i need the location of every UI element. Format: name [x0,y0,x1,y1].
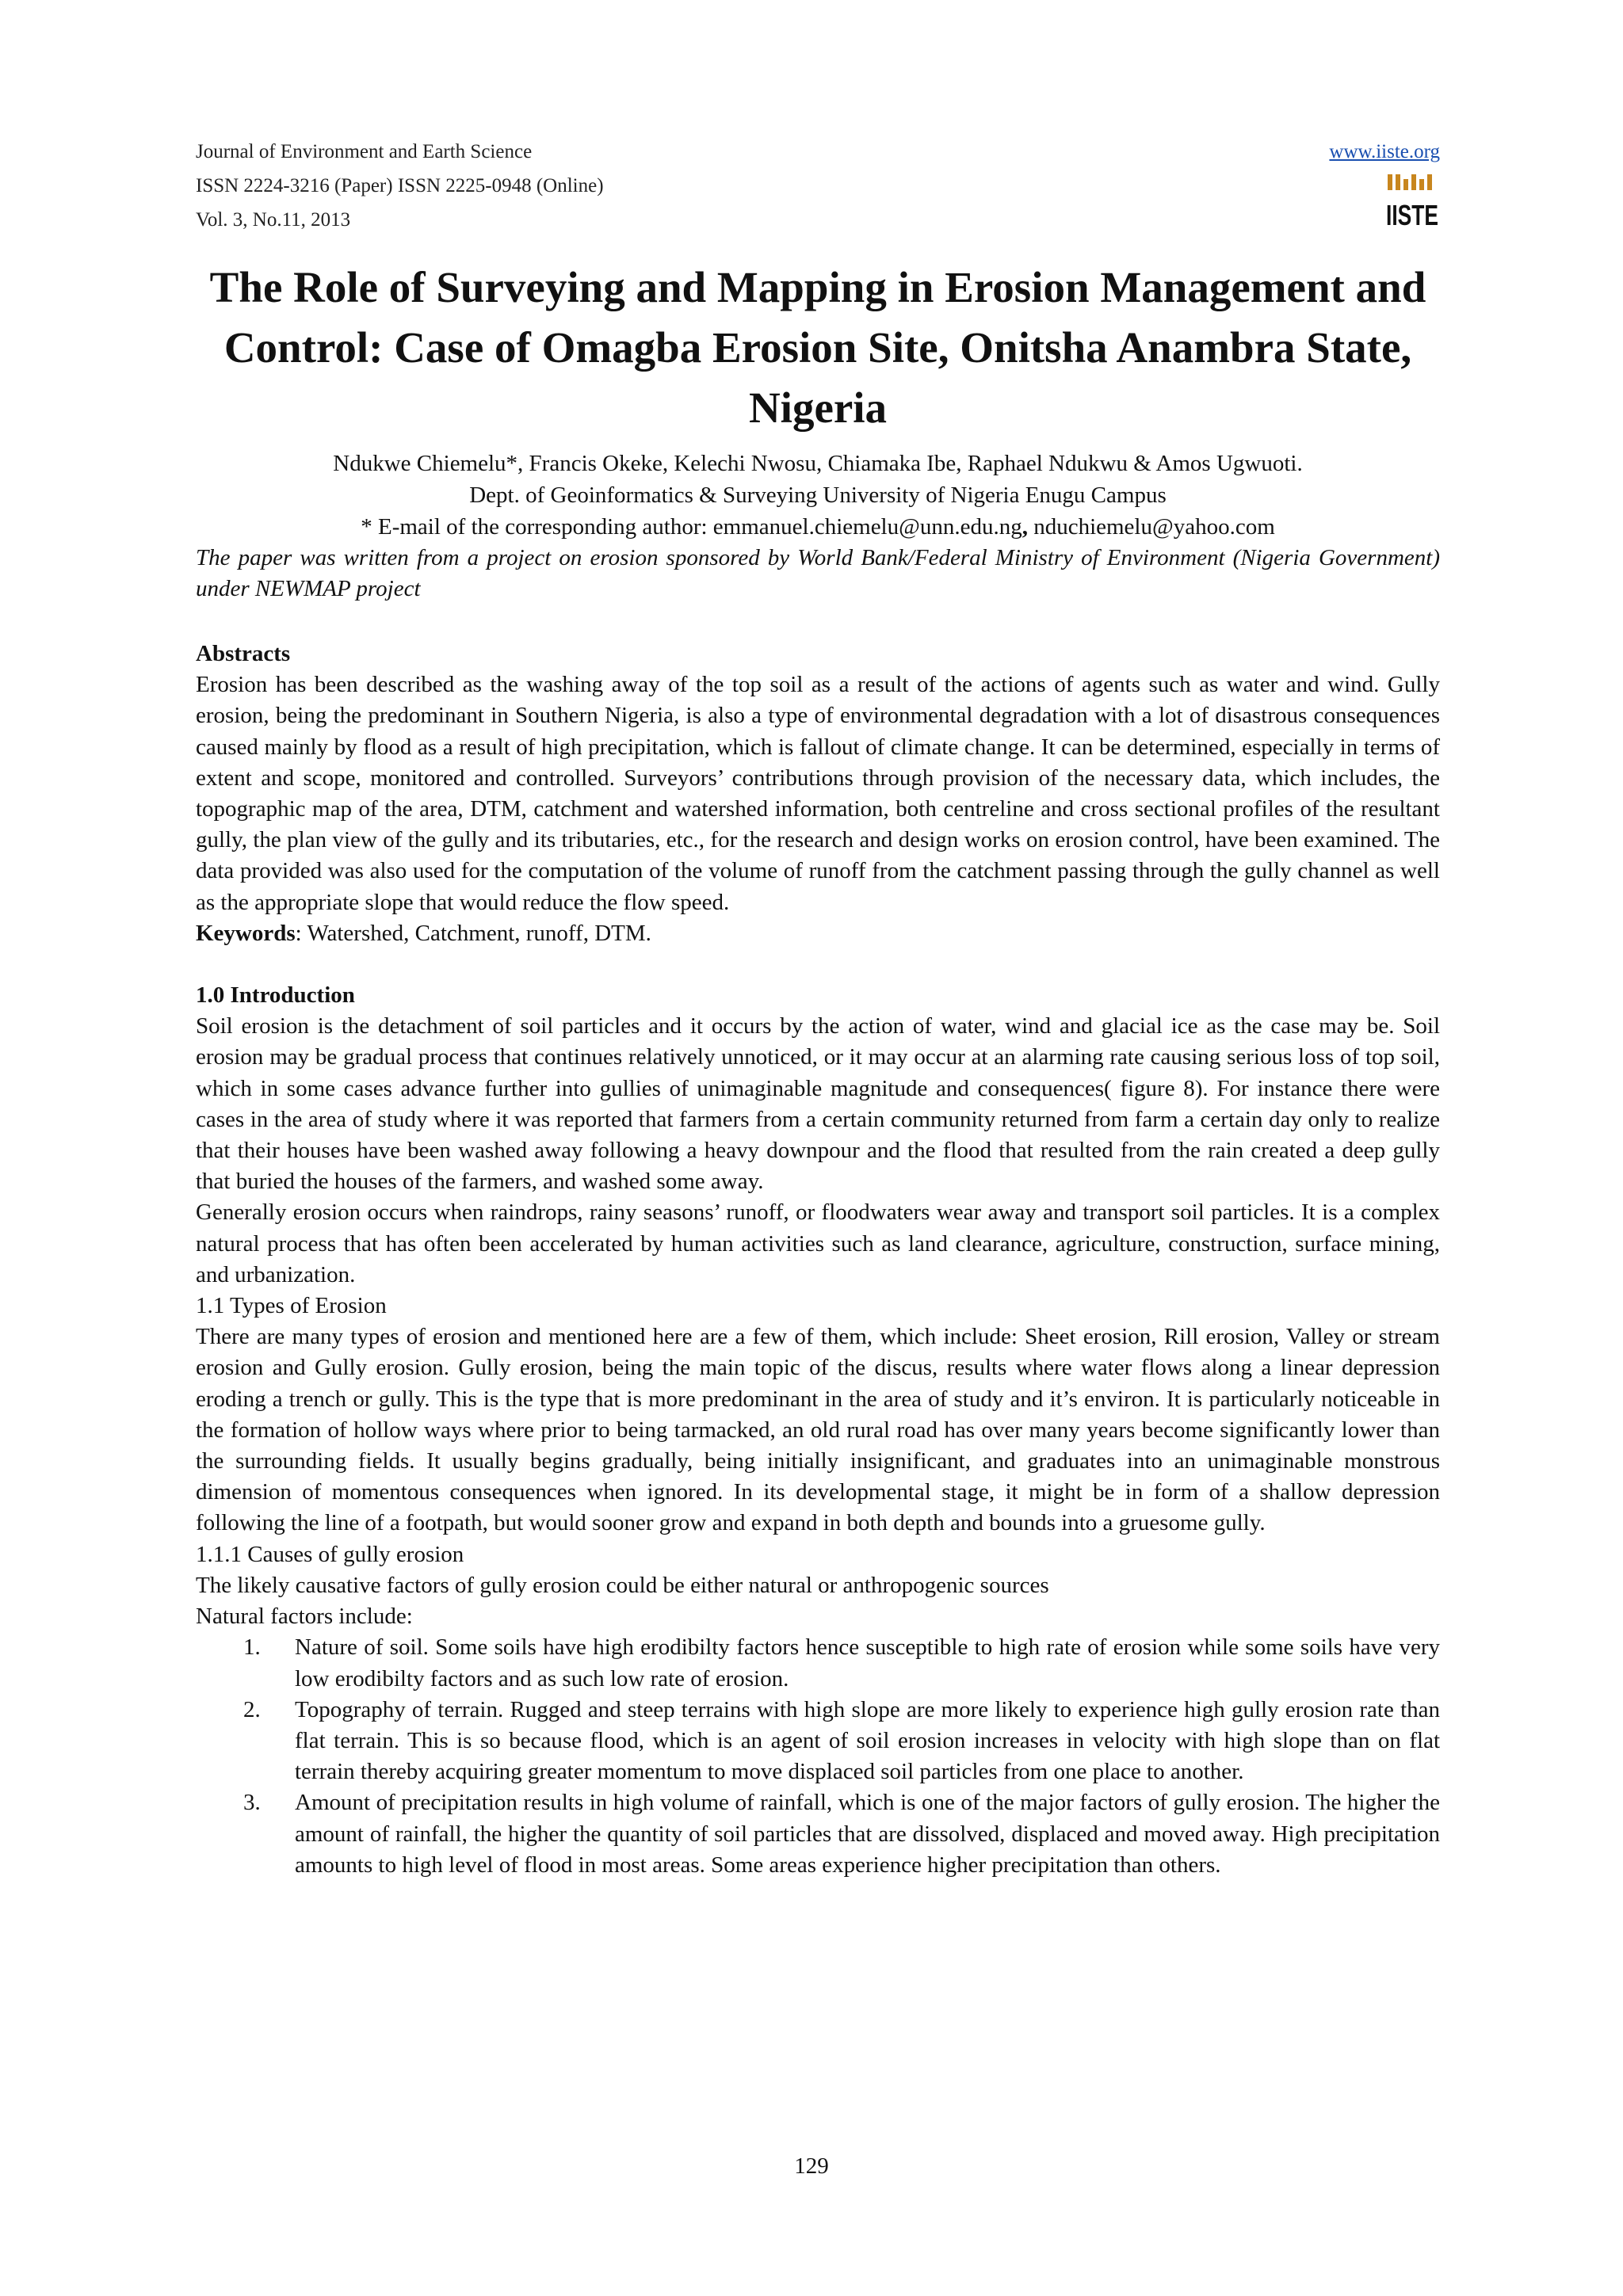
email-separator: , [1022,514,1034,540]
spacer [196,949,1440,980]
page-number: 129 [794,2153,829,2179]
types-paragraph: There are many types of erosion and mentioned here are a few of them, which include: Sheet erosion, Rill erosion, Valley or stream erosion and Gully erosion. Gully erosion, being the main topic of the discus, results where water flows along a linear depression eroding a trench or gully. This is the type that is more predominant in the area of study and it’s environ. It is particularly noticeable in the formation of hollow ways where prior to being tarmacked, an old rural road has over many years become significantly lower than the surrounding fields. It usually begins gradually, being initially insignificant, and graduates into an unimaginable monstrous dimension of momentous consequences when ignored. In its developmental stage, it might be in form of a shallow depression following the line of a footpath, but would sooner grow and expand in both depth and bounds into a gruesome gully. [196,1324,1440,1536]
abstract-heading: Abstracts [196,641,291,666]
natural-factors-label: Natural factors include: [196,1604,413,1630]
natural-factors-list [196,1632,1440,1881]
email-link-1[interactable]: emmanuel.chiemelu@unn.edu.ng [712,514,1022,540]
journal-url-link[interactable]: www.iiste.org [1329,141,1440,162]
author-block [196,448,1440,543]
keywords-line [196,918,1440,949]
list-item-number: 3. [243,1790,261,1816]
intro-paragraph-1: Soil erosion is the detachment of soil particles and it occurs by the action of water, wind and glacial ice as the case may be. Soil erosion may be gradual process that continues relatively unnoticed, or it may occur at an alarming rate causing serious loss of top soil, which in some cases advance further into gullies of unimaginable magnitude and consequences( figure 8). For instance there were cases in the area of study where it was reported that farmers from a certain community returned from farm a certain day only to realize that their houses have been washed away following a heavy downpour and the flood that resulted from the rain created a deep gully that buried the houses of the farmers, and washed some away. [196,1013,1440,1195]
volume-line: Vol. 3, No.11, 2013 [196,209,351,231]
list-item [196,1787,1440,1881]
list-item-text: Topography of terrain. Rugged and steep terrains with high slope are more likely to experience high gully erosion rate than flat terrain. This is so because flood, which is an agent of soil erosion increases in velocity with high slope than on flat terrain thereby acquiring greater momentum to move displaced soil particles from one place to another. [295,1696,1440,1785]
intro-paragraph-2: Generally erosion occurs when raindrops, rainy seasons’ runoff, or floodwaters wear away and transport soil particles. It is a complex natural process that has often been accelerated by human activities such as land clearance, agriculture, construction, surface mining, and urbanization. [196,1199,1440,1287]
author-affiliation: Dept. of Geoinformatics & Surveying University of Nigeria Enugu Campus [469,482,1167,508]
author-email-line [196,511,1440,543]
keywords-label: Keywords [196,920,296,946]
abstract-text: Erosion has been described as the washing away of the top soil as a result of the actions of agents such as water and wind. Gully erosion, being the predominant in Southern Nigeria, is also a type of environmental degradation with a lot of disastrous consequences caused mainly by flood as a result of high precipitation, which is fallout of climate change. It can be determined, especially in terms of extent and scope, monitored and controlled. Surveyors’ contributions through provision of the necessary data, which includes, the topographic map of the area, DTM, catchment and watershed information, both centreline and cross sectional profiles of the resultant gully, the plan view of the gully and its tributaries, etc., for the research and design works on erosion control, have been examined. The data provided was also used for the computation of the volume of runoff from the catchment passing through the gully channel as well as the appropriate slope that would reduce the flow speed. [196,672,1440,915]
email-link-2[interactable]: nduchiemelu@yahoo.com [1033,514,1275,540]
list-item [196,1632,1440,1694]
introduction-heading: 1.0 Introduction [196,982,355,1009]
list-item [196,1695,1440,1788]
list-item-number: 1. [243,1634,261,1661]
subsection-types-heading: 1.1 Types of Erosion [196,1293,387,1319]
author-names: Ndukwe Chiemelu*, Francis Okeke, Kelechi Nwosu, Chiamaka Ibe, Raphael Ndukwu & Amos Ugwuoti. [333,451,1303,476]
iiste-logo [1384,173,1440,231]
issn-line: ISSN 2224-3216 (Paper) ISSN 2225-0948 (Online) [196,175,604,196]
paper-body [196,639,1440,1881]
email-prefix: * E-mail of the corresponding author: [361,514,713,540]
sponsorship-note: The paper was written from a project on erosion sponsored by World Bank/Federal Ministry of Environment (Nigeria Government) under NEWMAP project [196,545,1440,601]
journal-name: Journal of Environment and Earth Science [196,141,533,162]
list-item-number: 2. [243,1696,261,1722]
list-item-text: Nature of soil. Some soils have high erodibilty factors hence susceptible to high rate of erosion while some soils have very low erodibilty factors and as such low rate of erosion. [295,1634,1440,1691]
logo-lettering: IISTE [1386,199,1438,231]
subsection-causes-heading: 1.1.1 Causes of gully erosion [196,1541,464,1567]
paper-title: The Role of Surveying and Mapping in Erosion Management and Control: Case of Omagba Erosion Site, Onitsha Anambra State, Nigeria [209,263,1426,432]
list-item-text: Amount of precipitation results in high volume of rainfall, which is one of the major factors of gully erosion. The higher the amount of rainfall, the higher the quantity of soil particles that are dissolved, displaced and moved away. High precipitation amounts to high level of flood in most areas. Some areas experience higher precipitation than others. [295,1790,1440,1878]
causes-paragraph: The likely causative factors of gully erosion could be either natural or anthropogenic sources [196,1572,1049,1598]
running-header [196,135,1440,237]
keywords-list: : Watershed, Catchment, runoff, DTM. [295,920,651,946]
